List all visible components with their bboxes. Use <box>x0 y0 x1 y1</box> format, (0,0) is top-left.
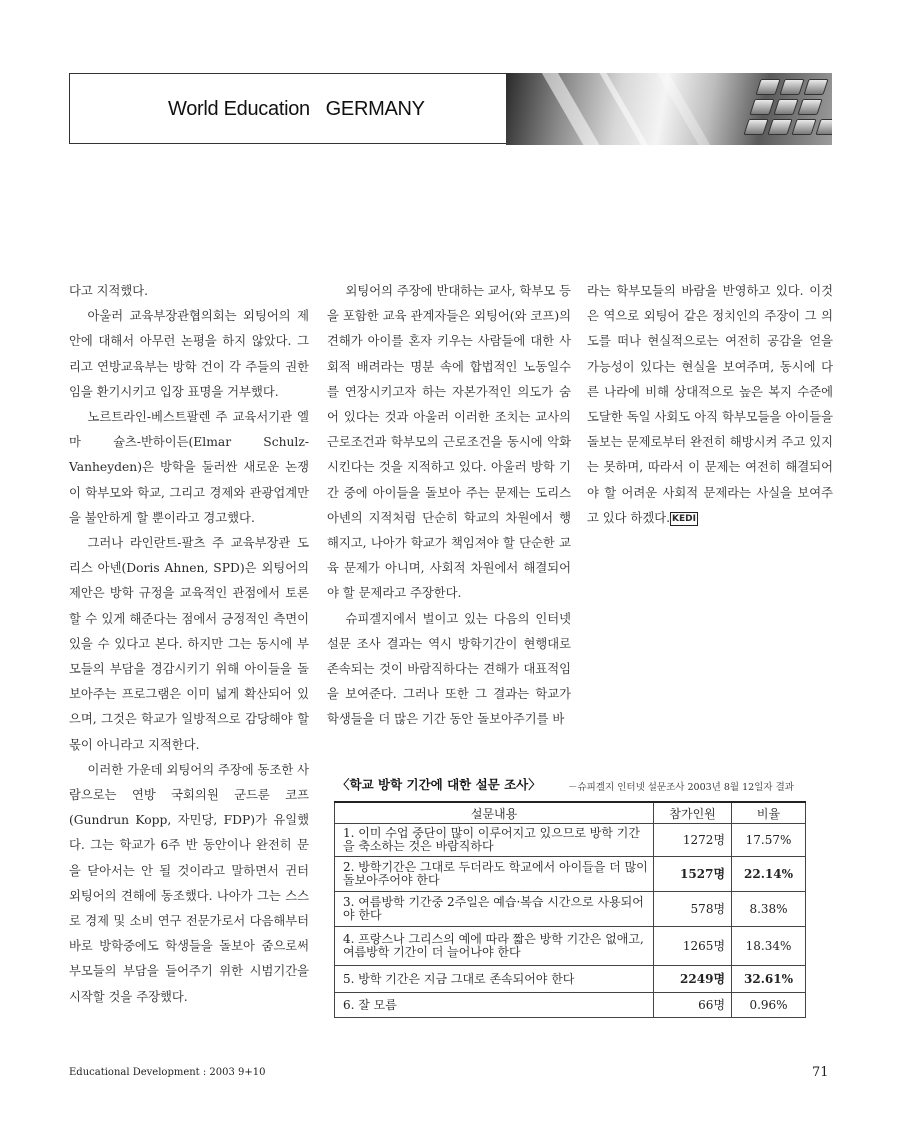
survey-title: 〈학교 방학 기간에 대한 설문 조사〉 <box>337 777 541 792</box>
table-row <box>335 966 806 993</box>
paragraph: 그러나 라인란트-팔츠 주 교육부장관 도리스 아넨(Doris Ahnen, SPD)은 외팅어의 제안은 방학 규정을 교육적인 관점에서 토론할 수 있게 해준다는 점에서 긍정적인 측면이 있을 수 있다고 본다. 하지만 그는 동시에 부모들의 부담을 경감시키기 위해 아이들을 돌보아주는 프로그램은 이미 넓게 확산되어 있으며, 그것은 학교가 일방적으로 감당해야 할 몫이 아니라고 지적한다. <box>69 536 309 752</box>
survey-item: 6. 잘 모름 <box>335 993 654 1018</box>
survey-item: 3. 여름방학 기간중 2주일은 예습·복습 시간으로 사용되어야 한다 <box>335 892 654 927</box>
table-row <box>335 892 806 927</box>
ratio: 8.38% <box>732 892 806 927</box>
journal-footer: Educational Development : 2003 9+10 <box>69 1067 266 1078</box>
paragraph: 슈피겔지에서 벌이고 있는 다음의 인터넷 설문 조사 결과는 역시 방학기간이 현행대로 존속되는 것이 바람직하다는 견해가 대표적임을 보여준다. 그러나 또한 그 결과는 학교가 학생들을 더 많은 기간 동안 돌보아주기를 바 <box>327 611 571 727</box>
paragraph: 외팅어의 주장에 반대하는 교사, 학부모 등을 포함한 교육 관계자들은 외팅어(와 코프)의 견해가 아이를 혼자 키우는 사람들에 대한 사회적 배려라는 명분 속에 합법적인 노동일수를 연장시키고자 하는 자본가적인 의도가 숨어 있다는 것과 아울러 이러한 조치는 교사의 근로조건과 학부모의 근로조건을 동시에 악화시킨다는 것을 지적하고 있다. 아울러 방학 기간 중에 아이들을 돌보아 주는 문제는 도리스 아넨의 지적처럼 단순히 학교의 차원에서 행해지고, 나아가 학교가 책임져야 할 단순한 교육 문제가 아니며, 사회적 차원에서 해결되어야 할 문제라고 주장한다. <box>327 284 571 601</box>
participant-count: 1272명 <box>654 824 732 857</box>
table-row <box>335 824 806 857</box>
ratio: 0.96% <box>732 993 806 1018</box>
participant-count: 1265명 <box>654 927 732 966</box>
paragraph-text: 라는 학부모들의 바람을 반영하고 있다. 이것은 역으로 외팅어 같은 정치인의 주장이 그 의도를 떠나 현실적으로는 여전히 공감을 얻을 가능성이 있다는 현실을 보여주며, 동시에 다른 나라에 비해 상대적으로 높은 복지 수준에 도달한 독일 사회도 아직 학부모들을 아이들을 돌보는 문제로부터 완전히 해방시켜 주고 있지는 못하며, 따라서 이 문제는 여전히 해결되어야 할 어려운 사회적 문제라는 사실을 보여주고 있다 하겠다. <box>587 284 833 525</box>
paragraph: 아울러 교육부장관협의회는 외팅어의 제안에 대해서 아무런 논평을 하지 않았다. 그리고 연방교육부는 방학 건이 각 주들의 권한임을 환기시키고 입장 표명을 거부했다. <box>69 309 309 399</box>
participant-count: 1527명 <box>654 857 732 892</box>
ratio: 18.34% <box>732 927 806 966</box>
article-column-1 <box>69 279 309 1010</box>
header-title-box <box>69 73 506 144</box>
participant-count: 2249명 <box>654 966 732 993</box>
header-title: World Education GERMANY <box>168 98 425 120</box>
survey-item: 4. 프랑스나 그리스의 예에 따라 짧은 방학 기간은 없애고, 여름방학 기간이 더 늘어나야 한다 <box>335 927 654 966</box>
paragraph: 다고 지적했다. <box>69 284 149 298</box>
survey-table <box>334 801 806 1018</box>
article-column-2 <box>327 279 571 733</box>
header-banner-image <box>506 73 832 145</box>
table-row <box>335 857 806 892</box>
paragraph <box>587 279 833 531</box>
paragraph: 이러한 가운데 외팅어의 주장에 동조한 사람으로는 연방 국회의원 군드룬 코프(Gundrun Kopp, 자민당, FDP)가 유일했다. 그는 학교가 6주 반 동안이나 완전히 문을 닫아서는 안 될 것이라고 말하면서 귄터 외팅어의 견해에 동조했다. 나아가 그는 스스로 경제 및 소비 연구 전문가로서 다음해부터 바로 방학중에도 학생들을 돌보아 줌으로써 부모들의 부담을 들어주기 위한 시범기간을 시작할 것을 주장했다. <box>69 762 309 1004</box>
table-header-row <box>335 802 806 824</box>
page-number: 71 <box>812 1065 829 1080</box>
survey-source: －슈피겔지 인터넷 설문조사 2003년 8월 12일자 결과 <box>568 782 794 793</box>
ratio: 17.57% <box>732 824 806 857</box>
survey-item: 1. 이미 수업 중단이 많이 이루어지고 있으므로 방학 기간을 축소하는 것은 바람직하다 <box>335 824 654 857</box>
participant-count: 66명 <box>654 993 732 1018</box>
column-header: 참가인원 <box>654 802 732 824</box>
ratio: 22.14% <box>732 857 806 892</box>
paragraph: 노르트라인-베스트팔렌 주 교육서기관 엘마 슐츠-반하이든(Elmar Schulz-Vanheyden)은 방학을 둘러싼 새로운 논쟁이 학부모와 학교, 그리고 경제와 관광업계만을 불안하게 할 뿐이라고 경고했다. <box>69 410 309 525</box>
table-row <box>335 927 806 966</box>
ratio: 32.61% <box>732 966 806 993</box>
participant-count: 578명 <box>654 892 732 927</box>
column-header: 설문내용 <box>335 802 654 824</box>
kedi-end-mark: KEDI <box>672 513 696 524</box>
survey-item: 2. 방학기간은 그대로 두더라도 학교에서 아이들을 더 많이 돌보아주어야 한다 <box>335 857 654 892</box>
survey-item: 5. 방학 기간은 지금 그대로 존속되어야 한다 <box>335 966 654 993</box>
table-row <box>335 993 806 1018</box>
column-header: 비율 <box>732 802 806 824</box>
article-column-3 <box>587 279 833 531</box>
